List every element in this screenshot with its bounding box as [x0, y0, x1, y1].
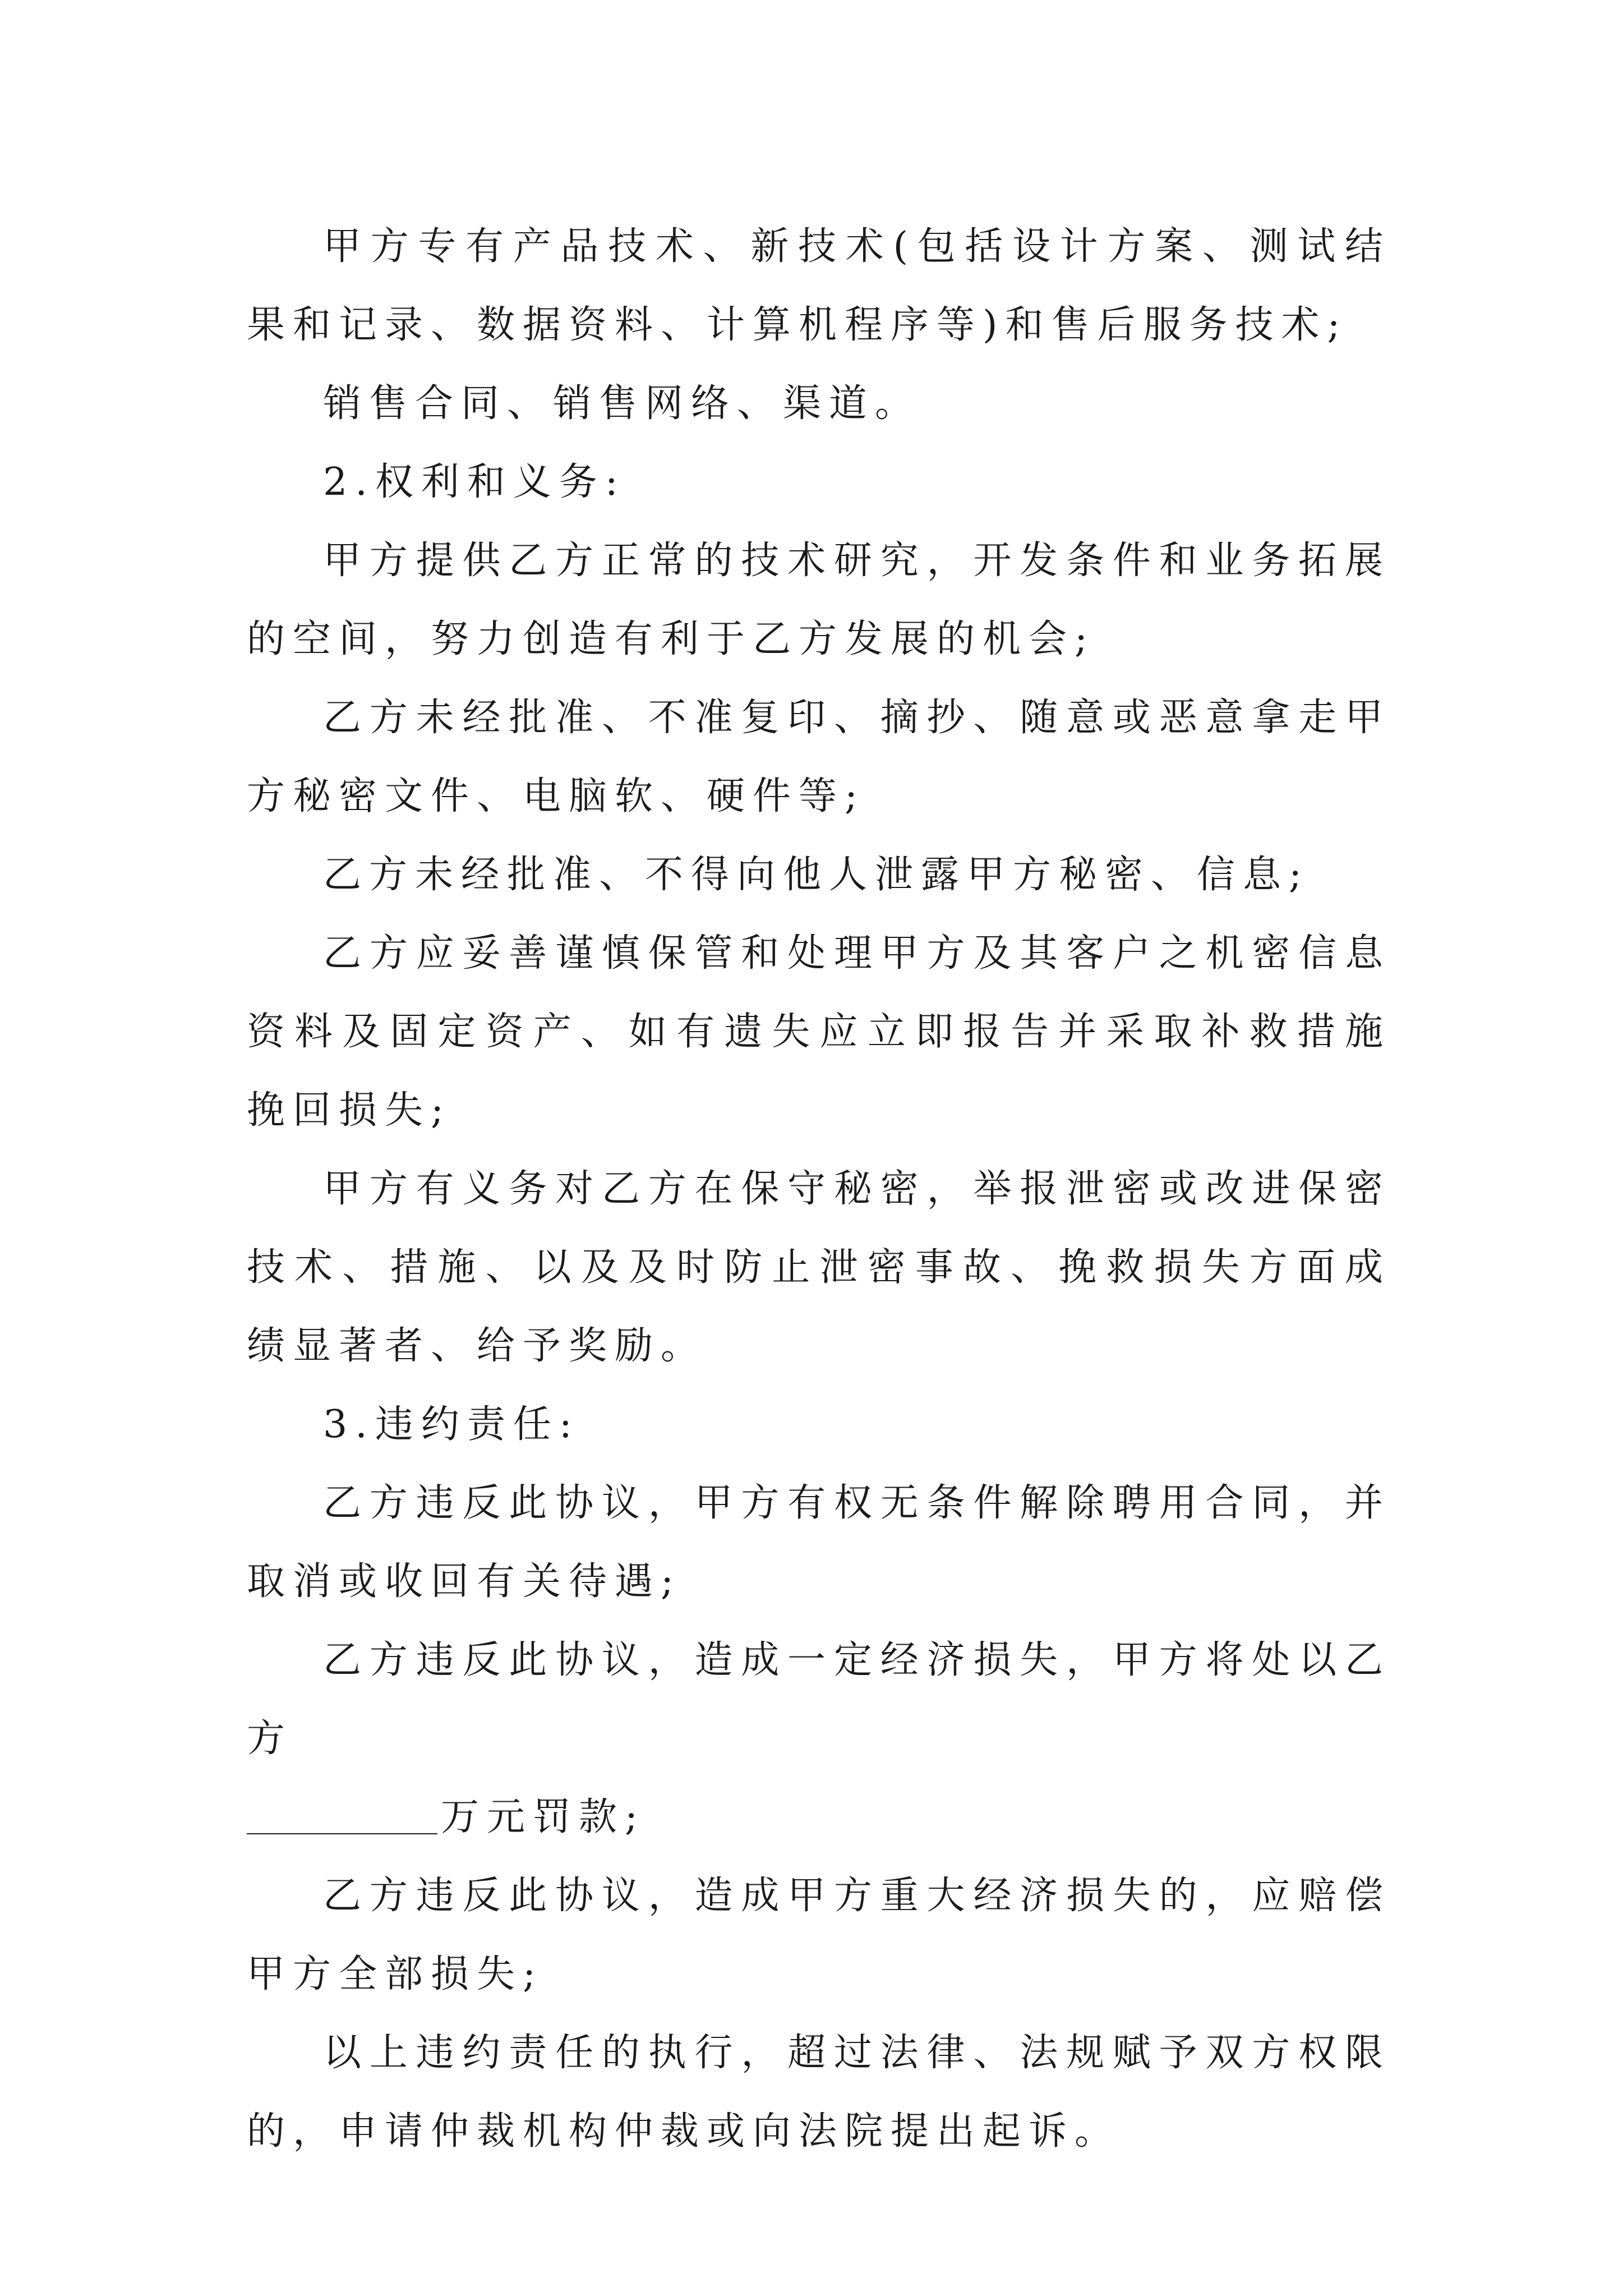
heading-breach-liability: 3.违约责任:	[323, 1402, 580, 1447]
heading-rights-obligations: 2.权利和义务:	[323, 460, 626, 504]
paragraph-safekeeping: 乙方应妥善谨慎保管和处理甲方及其客户之机密信息资料及固定资产、如有遗失应立即报告并采取补救措施挽回损失;	[247, 931, 1391, 1133]
paragraph-fine: 乙方违反此协议，造成一定经济损失，甲方将处以乙方	[247, 1638, 1391, 1761]
fine-amount-blank	[247, 1795, 437, 1834]
fine-amount-unit: 万元罚款;	[441, 1795, 645, 1839]
paragraph-compensation: 乙方违反此协议，造成甲方重大经济损失的，应赔偿甲方全部损失;	[247, 1874, 1391, 1996]
paragraph-no-copy: 乙方未经批准、不准复印、摘抄、随意或恶意拿走甲方秘密文件、电脑软、硬件等;	[247, 696, 1391, 818]
paragraph-sales: 销售合同、销售网络、渠道。	[323, 381, 921, 426]
paragraph-provide-conditions: 甲方提供乙方正常的技术研究，开发条件和业务拓展的空间，努力创造有利于乙方发展的机会;	[247, 539, 1391, 661]
paragraph-fine-amount	[247, 1778, 1391, 1857]
document-body	[247, 208, 1391, 2171]
paragraph-terminate-contract: 乙方违反此协议，甲方有权无条件解除聘用合同，并取消或收回有关待遇;	[247, 1481, 1391, 1604]
paragraph-reward: 甲方有义务对乙方在保守秘密，举报泄密或改进保密技术、措施、以及及时防止泄密事故、挽救损失方面成绩显著者、给予奖励。	[247, 1167, 1391, 1368]
paragraph-arbitration: 以上违约责任的执行，超过法律、法规赋予双方权限的，申请仲裁机构仲裁或向法院提出起诉。	[247, 2031, 1391, 2154]
paragraph-no-disclose: 乙方未经批准、不得向他人泄露甲方秘密、信息;	[323, 853, 1310, 897]
paragraph-proprietary-tech: 甲方专有产品技术、新技术(包括设计方案、测试结果和记录、数据资料、计算机程序等)和售后服务技术;	[247, 224, 1391, 347]
